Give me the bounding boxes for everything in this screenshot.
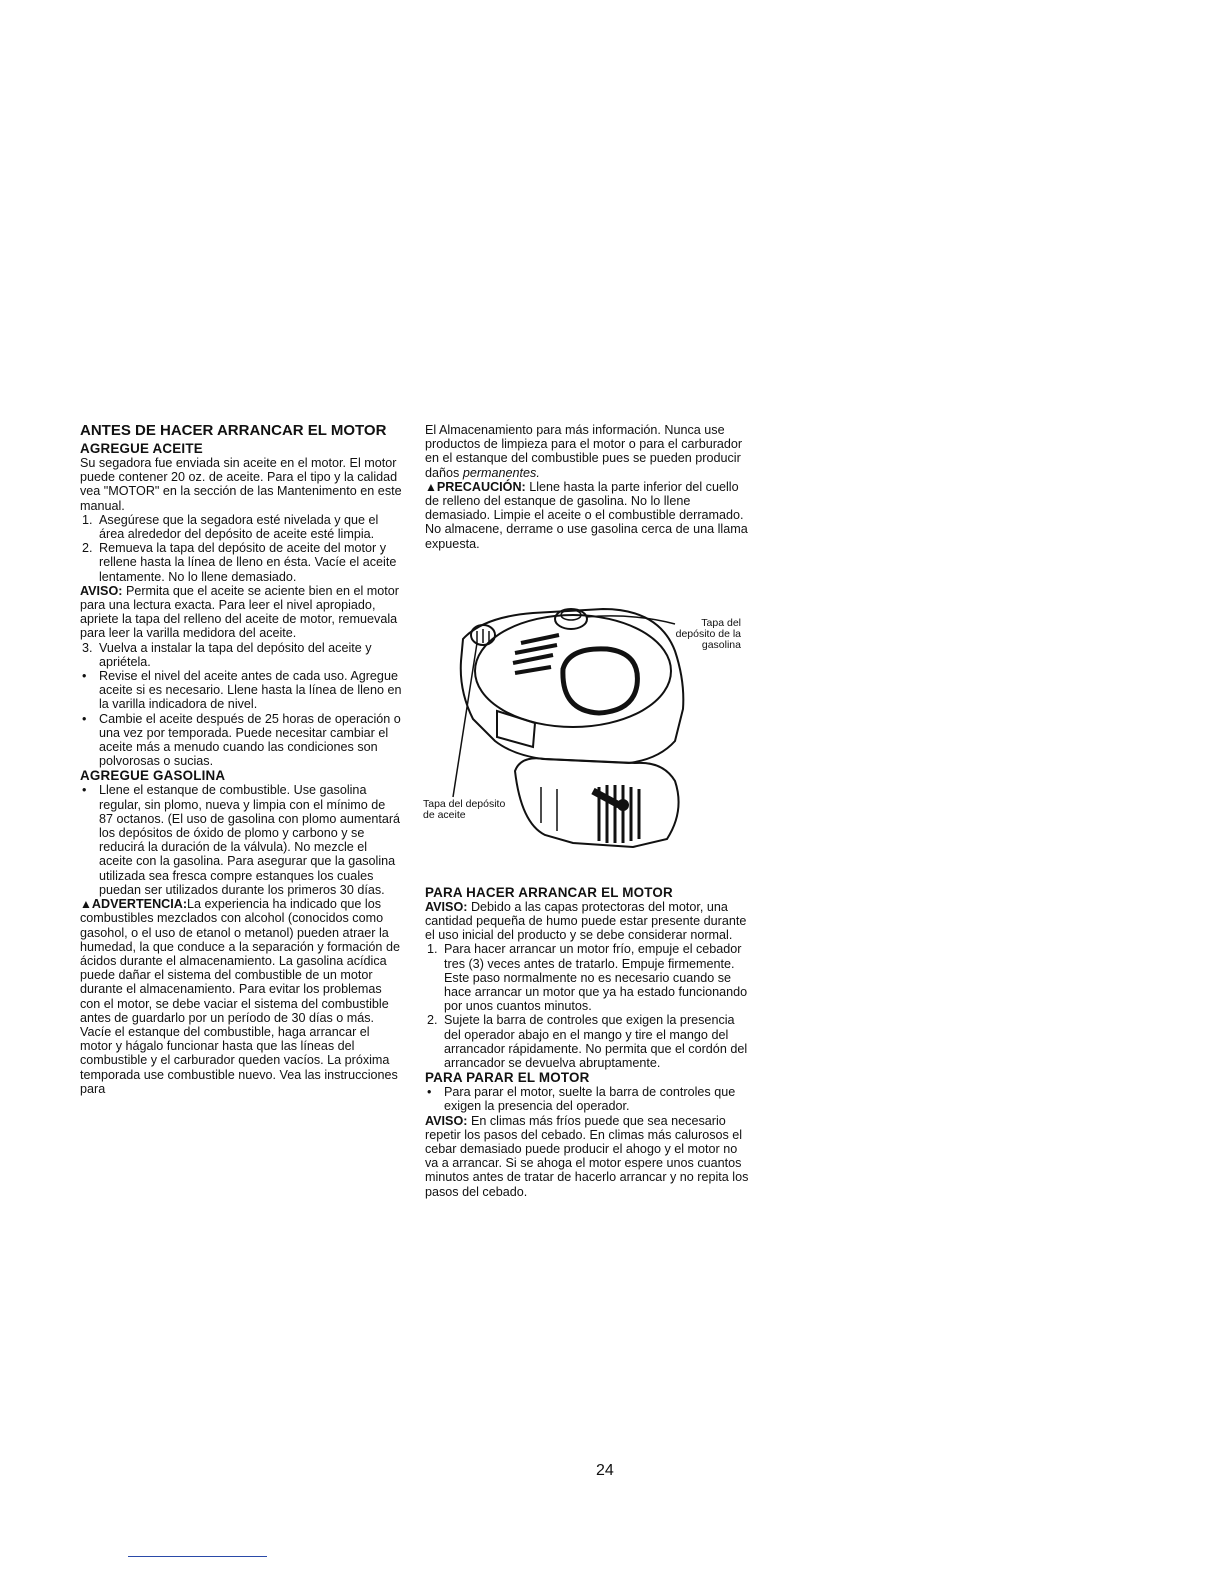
engine-illustration xyxy=(423,591,753,863)
list-item: 1. Asegúrese que la segadora esté nivelada y que el área alrededor del depósito de aceite esté limpia. xyxy=(82,512,379,542)
list-item: 2. Remueva la tapa del depósito de aceite del motor y rellene hasta la línea de lleno en ésta. Vacíe el aceite lentamente. No lo llene demasiado. xyxy=(82,541,397,584)
continued-text: El Almacenamiento para más información. Nunca use productos de limpieza para el motor o para el carburador en el estanque del combustible pues se pueden producir daños permanentes. xyxy=(425,423,743,480)
start-heading: PARA HACER ARRANCAR EL MOTOR xyxy=(425,884,673,900)
start-steps xyxy=(425,942,751,1070)
section-title: ANTES DE HACER ARRANCAR EL MOTOR xyxy=(80,422,387,439)
advertencia-note: ▲ADVERTENCIA:La experiencia ha indicado que los combustibles mezclados con alcohol (conocidos como gasohol, o el uso de etanol o metanol) pueden atraer la humedad, la que conduce a la separación y formación de ácidos durante el almacenamiento. La gasolina acídica puede dañar el sistema del combustible de un motor durante el almacenamiento. Para evitar los problemas con el motor, se debe vaciar el sistema del combustible antes de guardarlo por un período de 30 días o más. Vacíe el estanque del combustible, haga arrancar el motor y hágalo funcionar hasta que las líneas del combustible y el carburador queden vacíos. La próxima temporada use combustible nuevo. Vea las instrucciones para xyxy=(80,897,400,1096)
gas-heading: AGREGUE GASOLINA xyxy=(80,768,226,784)
oil-intro: Su segadora fue enviada sin aceite en el motor. El motor puede contener 20 oz. de aceite. Para el tipo y la calidad vea "MOTOR" en la sección de las Mantenimento en este manual. xyxy=(80,456,402,513)
warning-icon: ▲ xyxy=(425,479,437,494)
list-item: 1. Para hacer arrancar un motor frío, empuje el cebador tres (3) veces antes de tratarlo. Empuje firmemente. Este paso normalmente no es necesario cuando se hace arrancar un motor que ya ha estado funcionando por unos cuantos minutos. xyxy=(427,942,748,1014)
footer-rule xyxy=(128,1556,267,1557)
gas-bullets xyxy=(80,783,402,897)
list-item: • Para parar el motor, suelte la barra de controles que exigen la presencia del operador. xyxy=(427,1085,736,1114)
stop-aviso: AVISO: En climas más fríos puede que sea necesario repetir los pasos del cebado. En climas más calurosos el cebar demasiado puede producir el ahogo y el motor no va a arrancar. Si se ahoga el motor espere unos cuantos minutos antes de tratar de hacerlo arrancar y no repita los pasos del cebado. xyxy=(425,1113,749,1199)
aviso-note: AVISO: Permita que el aceite se aciente bien en el motor para una lectura exacta. Para leer el nivel apropiado, apriete la tapa del relleno del aceite de motor, remuevala para leer la varilla medidora del aceite. xyxy=(80,583,399,641)
oil-steps-a xyxy=(80,513,402,584)
list-item: • Llene el estanque de combustible. Use gasolina regular, sin plomo, nueva y limpia con el mínimo de 87 octanos. (El uso de gasolina con plomo aumentará los depósitos de óxido de plomo y carbono y se reducirá la duración de la válvula). No mezcle el aceite con la gasolina. Para asegurar que la gasolina utilizada sea fresca compre estanques los cuales puedan ser utilizados durante los primeros 30 días. xyxy=(82,783,401,897)
oil-bullets xyxy=(80,669,402,768)
list-item: 3. Vuelva a instalar la tapa del depósito del aceite y apriétela. xyxy=(82,640,372,669)
callout-gas-cap: Tapa del depósito de la gasolina xyxy=(675,616,741,651)
page-number: 24 xyxy=(596,1462,614,1479)
precaucion-note: ▲PRECAUCIÓN: Llene hasta la parte inferior del cuello de relleno del estanque de gasolina. No lo llene demasiado. Limpie el aceite o el combustible derramado. No almacene, derrame o use gasolina cerca de una llama expuesta. xyxy=(425,479,748,551)
callout-oil-cap: Tapa del depósito de aceite xyxy=(423,797,506,821)
start-aviso: AVISO: Debido a las capas protectoras del motor, una cantidad pequeña de humo puede estar presente durante el uso inicial del producto y se debe considerar normal. xyxy=(425,899,747,943)
list-item: • Revise el nivel del aceite antes de cada uso. Agregue aceite si es necesario. Llene hasta la línea de lleno en la varilla indicadora de nivel. xyxy=(82,669,402,712)
list-item: 2. Sujete la barra de controles que exigen la presencia del operador abajo en el mango y tire el mango del arrancador rápidamente. No permita que el cordón del arrancador se devuelva abruptamente. xyxy=(427,1013,748,1071)
right-column xyxy=(425,423,751,1199)
stop-bullets xyxy=(425,1085,751,1113)
list-item: • Cambie el aceite después de 25 horas de operación o una vez por temporada. Puede necesitar cambiar el aceite más a menudo cuando las condiciones son polvorosas o sucias. xyxy=(82,711,401,769)
left-column xyxy=(80,423,402,1096)
stop-heading: PARA PARAR EL MOTOR xyxy=(425,1070,590,1086)
oil-heading: AGREGUE ACEITE xyxy=(80,441,203,456)
oil-steps-b xyxy=(80,641,402,669)
warning-icon: ▲ xyxy=(80,897,92,912)
